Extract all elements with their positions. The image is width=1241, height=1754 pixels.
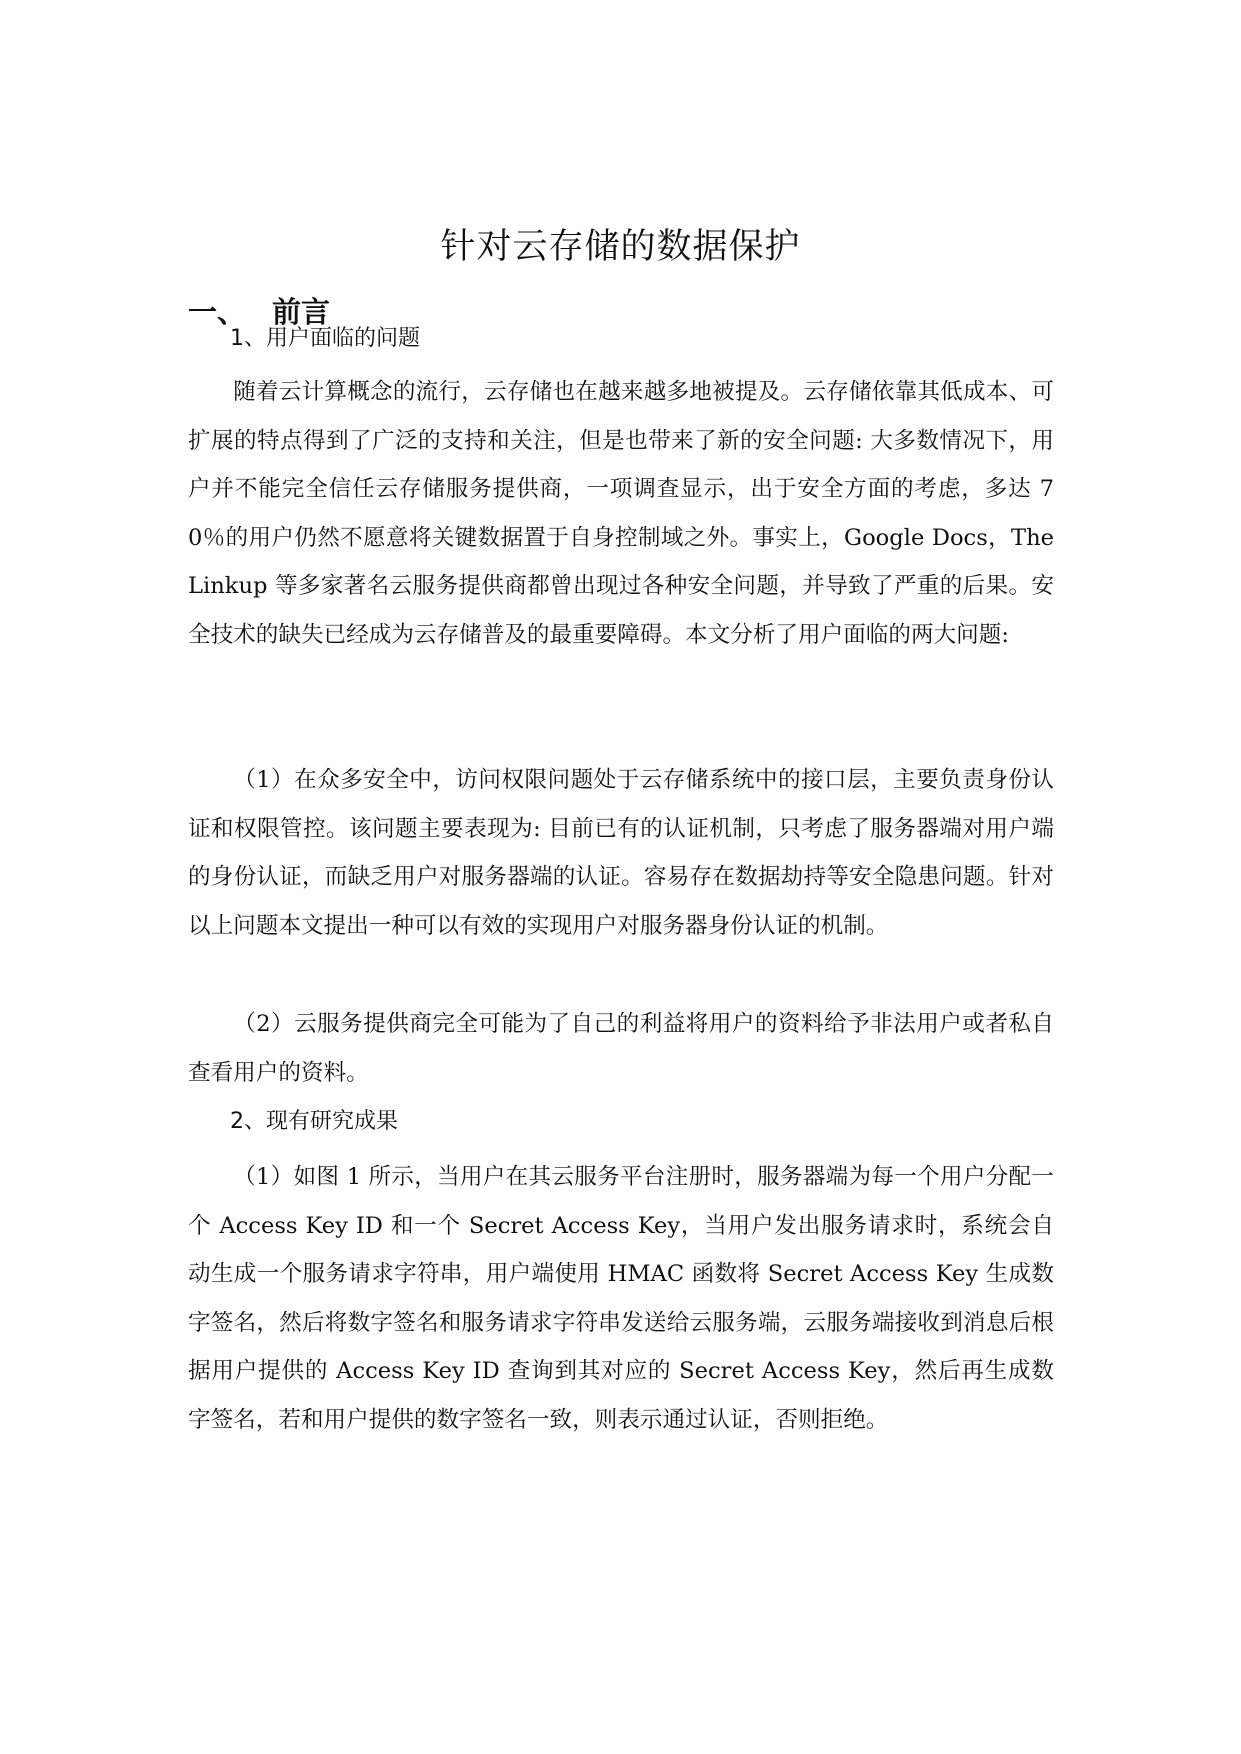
document-title: 针对云存储的数据保护 xyxy=(440,227,801,267)
subsection-heading-user-problems: 1、用户面临的问题 xyxy=(230,326,420,351)
section-number: 一、 xyxy=(188,295,247,329)
subsection-heading-existing-research: 2、现有研究成果 xyxy=(230,1109,398,1134)
paragraph-problem-1: （1）在众多安全中，访问权限问题处于云存储系统中的接口层，主要负责身份认证和权限管控。该问题主要表现为: 目前已有的认证机制，只考虑了服务器端对用户端的身份认证，而缺乏用户对服务器端的认证。容易存在数据劫持等安全隐患问题。针对以上问题本文提出一种可以有效的实现用户对服务器身份认证的机制。 xyxy=(188,767,1054,939)
section-label: 前言 xyxy=(272,295,331,329)
paragraph-problem-2: （2）云服务提供商完全可能为了自己的利益将用户的资料给予非法用户或者私自查看用户的资料。 xyxy=(188,1011,1054,1086)
paragraph-intro: 随着云计算概念的流行，云存储也在越来越多地被提及。云存储依靠其低成本、可扩展的特点得到了广泛的支持和关注，但是也带来了新的安全问题: 大多数情况下，用户并不能完全信任云存储服务提供商，一项调查显示，出于安全方面的考虑，多达 70％的用户仍然不愿意将关键数据置于自身控制域之外。事实上，Google Docs，The Linkup 等多家著名云服务提供商都曾出现过各种安全问题，并导致了严重的后果。安全技术的缺失已经成为云存储普及的最重要障碍。本文分析了用户面临的两大问题: xyxy=(188,379,1054,648)
paragraph-research-1: （1）如图 1 所示，当用户在其云服务平台注册时，服务器端为每一个用户分配一个 Access Key ID 和一个 Secret Access Key，当用户发出服务请求时，系统会自动生成一个服务请求字符串，用户端使用 HMAC 函数将 Secret Access Key 生成数字签名，然后将数字签名和服务请求字符串发送给云服务端，云服务端接收到消息后根据用户提供的 Access Key ID 查询到其对应的 Secret Access Key，然后再生成数字签名，若和用户提供的数字签名一致，则表示通过认证，否则拒绝。 xyxy=(188,1164,1054,1433)
